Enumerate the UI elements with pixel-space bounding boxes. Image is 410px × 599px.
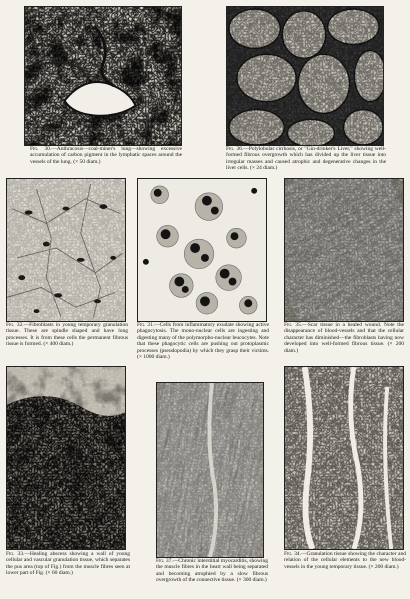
figure-31-label: Fig. 31. <box>137 322 155 328</box>
figure-34-image <box>284 366 404 550</box>
figure-30-caption <box>30 146 182 165</box>
figure-31-text: —Cells from inflammatory exudate showing active phagocytosis. The mono-nuclear cells are ingesting and digesting many of the polymorpho-nuclear leucocytes. Note that these phagocytic cells are pushing out protoplasmic processes (pseudopodia) by which they grasp their victims. (× 1000 diam.) <box>137 322 269 361</box>
figure-35-caption <box>284 322 404 354</box>
figure-32-caption <box>6 322 128 348</box>
figure-35-image <box>284 178 404 322</box>
figure-30-text: —Anthracosis—coal-miner's lung—showing excessive accumulation of carbon pigment in the lymphatic spaces around the vessels of the lung. (× 50 diam.) <box>30 146 182 165</box>
figure-32-image <box>6 178 126 322</box>
figure-33-text: —Healing abscess showing a wall of young cellular and vascular granulation tissue, which separates the pus area (top of Fig.) from the muscle fibres seen at lower part of Fig. (× 60 diam.) <box>6 551 130 577</box>
figure-31-caption <box>137 322 269 360</box>
figure-32-label: Fig. 32. <box>6 322 24 328</box>
figure-36-label: Fig. 36. <box>226 146 244 152</box>
figure-33-caption <box>6 551 130 577</box>
figure-31-image <box>137 178 267 322</box>
figure-35-label: Fig. 35. <box>284 322 303 328</box>
figure-30-label: Fig. 30. <box>30 146 52 152</box>
figure-37-image <box>156 382 264 558</box>
figure-35-text: —Scar tissue in a healed wound. Note the disappearance of blood-vessels and that the cellular character has diminished—the fibroblasts having now developed into well-formed fibrous tissue. (× 200 diam.) <box>284 322 404 354</box>
figure-34-label: Fig. 34. <box>284 551 301 557</box>
figure-33-image <box>6 366 126 550</box>
figure-36-image <box>226 6 384 146</box>
figure-37-label: Fig. 37. <box>156 558 173 564</box>
figure-32-text: —Fibroblasts in young temporary granulation tissue. These are spindle shaped and have long processes. It is from these cells the permanent fibrous tissue is formed. (× 400 diam.) <box>6 322 128 348</box>
figure-37-caption <box>156 558 268 584</box>
figure-36-caption <box>226 146 386 172</box>
figure-34-caption <box>284 551 406 570</box>
figure-34-text: —Granulation tissue showing the character and relation of the cellular elements to the new blood-vessels in the young temporary tissue. (× 200 diam.) <box>284 551 406 570</box>
figure-33-label: Fig. 33. <box>6 551 25 557</box>
figure-36-text: —Polylobular cirrhosis, or "Gin-drinker's Liver," showing well-formed fibrous overgrowth which has divided up the liver tissue into irregular masses and caused atrophic and degenerative changes in the liver cells. (× 24 diam.) <box>226 146 386 172</box>
figure-37-text: —Chronic interstitial myocarditis, showing the muscle fibres in the heart wall being separated and becoming atrophied by a slow fibrous overgrowth of the connective tissue. (× 300 diam.) <box>156 558 268 584</box>
figure-30-image <box>24 6 182 146</box>
